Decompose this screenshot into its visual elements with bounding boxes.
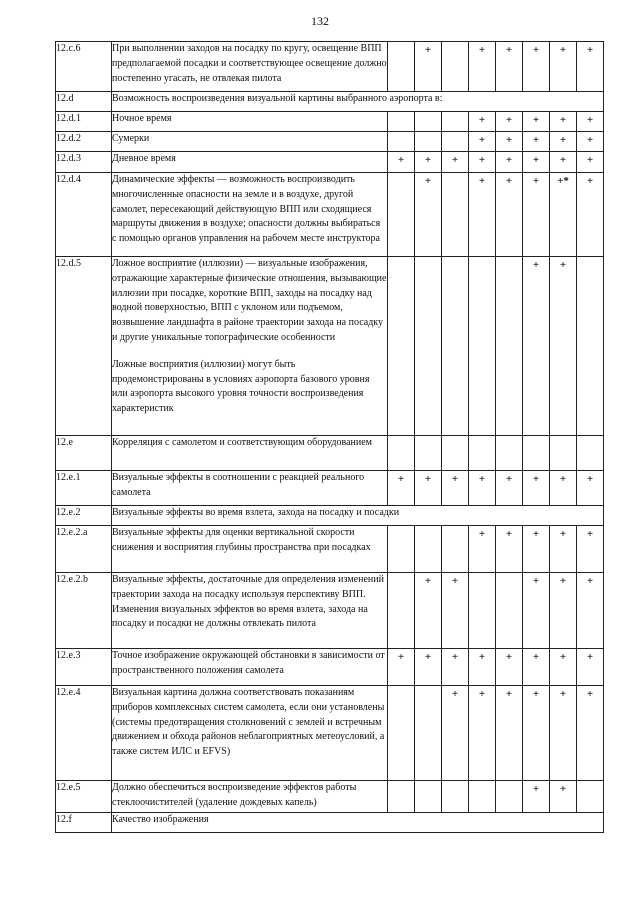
table-row	[56, 686, 604, 781]
mark-cell: +	[415, 42, 442, 92]
table-row	[56, 92, 604, 112]
mark-cell: +	[550, 112, 577, 132]
row-code: 12.d	[56, 92, 112, 112]
mark-cell	[388, 526, 415, 573]
description-text: Дневное время	[112, 153, 176, 164]
mark-cell	[388, 573, 415, 649]
mark-cell	[415, 526, 442, 573]
mark-cell: +	[550, 132, 577, 152]
mark-cell: +	[415, 173, 442, 257]
description-text: При выполнении заходов на посадку по кругу, освещение ВПП предполагаемой посадки и соответствующее освещение должно постепенно угасать, не отвлекая пилота	[112, 43, 387, 84]
row-description	[112, 686, 388, 781]
row-code: 12.e.1	[56, 471, 112, 506]
mark-cell: +	[550, 471, 577, 506]
table-row	[56, 436, 604, 471]
row-description	[112, 92, 604, 112]
description-text: Визуальная картина должна соответствовать показаниям приборов комплексных систем самолета, если они установлены (системы предотвращения столкновений с землей и встречным движением и обхода районов неблагоприятных метеоусловий, а также систем ИЛС и EFVS)	[112, 687, 385, 758]
mark-cell	[442, 173, 469, 257]
row-description	[112, 526, 388, 573]
mark-cell: +	[496, 112, 523, 132]
mark-cell: +	[523, 781, 550, 813]
mark-cell: +	[442, 686, 469, 781]
mark-cell: +	[550, 649, 577, 686]
description-text: Сумерки	[112, 133, 150, 144]
mark-cell	[415, 112, 442, 132]
row-description	[112, 573, 388, 649]
row-description	[112, 813, 604, 833]
mark-cell	[415, 132, 442, 152]
mark-cell: +	[442, 471, 469, 506]
table-row	[56, 813, 604, 833]
mark-cell: +	[577, 686, 604, 781]
mark-cell	[577, 781, 604, 813]
row-description	[112, 112, 388, 132]
mark-cell: +*	[550, 173, 577, 257]
mark-cell	[388, 173, 415, 257]
description-text: Динамические эффекты — возможность воспроизводить многочисленные опасности на земле и в воздухе, другой самолет, пересекающий действующую ВПП или сходящиеся маршруты движения в воздухе; опасности должны выбираться с помощью органов управления на рабочем месте инструктора	[112, 174, 381, 245]
description-text: Точное изображение окружающей обстановки в зависимости от пространственного положения самолета	[112, 650, 385, 676]
row-code: 12.d.5	[56, 257, 112, 436]
mark-cell: +	[550, 781, 577, 813]
description-note: Ложные восприятия (иллюзии) могут быть продемонстрированы в условиях аэропорта базового уровня или аэропорта высокого уровня точности воспроизведения характеристик	[112, 358, 370, 415]
mark-cell: +	[550, 573, 577, 649]
mark-cell: +	[469, 526, 496, 573]
description-text: Ночное время	[112, 113, 172, 124]
description-text: Качество изображения	[112, 814, 209, 825]
mark-cell: +	[496, 132, 523, 152]
mark-cell	[496, 257, 523, 436]
mark-cell: +	[577, 471, 604, 506]
row-code: 12.d.2	[56, 132, 112, 152]
mark-cell	[577, 436, 604, 471]
mark-cell: +	[577, 152, 604, 173]
mark-cell: +	[550, 686, 577, 781]
row-code: 12.e.3	[56, 649, 112, 686]
mark-cell: +	[415, 649, 442, 686]
mark-cell	[469, 573, 496, 649]
mark-cell: +	[523, 173, 550, 257]
mark-cell: +	[523, 152, 550, 173]
requirements-table	[55, 41, 604, 833]
mark-cell: +	[496, 649, 523, 686]
description-text: Корреляция с самолетом и соответствующим оборудованием	[112, 437, 373, 448]
mark-cell	[442, 132, 469, 152]
row-code: 12.f	[56, 813, 112, 833]
row-description	[112, 152, 388, 173]
mark-cell: +	[469, 152, 496, 173]
mark-cell	[388, 257, 415, 436]
table-row	[56, 257, 604, 436]
row-description	[112, 132, 388, 152]
mark-cell: +	[469, 686, 496, 781]
mark-cell: +	[523, 526, 550, 573]
mark-cell	[388, 781, 415, 813]
table-row	[56, 42, 604, 92]
mark-cell: +	[496, 686, 523, 781]
mark-cell: +	[496, 471, 523, 506]
table-row	[56, 471, 604, 506]
mark-cell: +	[388, 471, 415, 506]
mark-cell: +	[442, 573, 469, 649]
mark-cell	[442, 436, 469, 471]
mark-cell: +	[496, 152, 523, 173]
mark-cell: +	[523, 132, 550, 152]
mark-cell: +	[577, 173, 604, 257]
mark-cell: +	[469, 112, 496, 132]
page-number: 132	[311, 14, 329, 28]
mark-cell: +	[577, 112, 604, 132]
mark-cell	[523, 436, 550, 471]
mark-cell: +	[415, 573, 442, 649]
row-description	[112, 649, 388, 686]
mark-cell	[388, 436, 415, 471]
mark-cell: +	[442, 152, 469, 173]
mark-cell	[388, 112, 415, 132]
table-row	[56, 649, 604, 686]
mark-cell: +	[469, 649, 496, 686]
description-text: Визуальные эффекты в соотношении с реакцией реального самолета	[112, 472, 365, 498]
mark-cell: +	[577, 42, 604, 92]
mark-cell	[442, 112, 469, 132]
mark-cell: +	[469, 42, 496, 92]
table-row	[56, 112, 604, 132]
mark-cell: +	[523, 471, 550, 506]
row-description	[112, 42, 388, 92]
mark-cell: +	[469, 132, 496, 152]
row-code: 12.d.1	[56, 112, 112, 132]
row-code: 12.e.2	[56, 506, 112, 526]
row-code: 12.d.3	[56, 152, 112, 173]
mark-cell	[388, 132, 415, 152]
mark-cell	[577, 257, 604, 436]
mark-cell: +	[523, 573, 550, 649]
mark-cell: +	[469, 471, 496, 506]
table-row	[56, 132, 604, 152]
mark-cell: +	[550, 152, 577, 173]
table-row	[56, 573, 604, 649]
mark-cell: +	[469, 173, 496, 257]
mark-cell: +	[496, 42, 523, 92]
row-code: 12.e.2.b	[56, 573, 112, 649]
mark-cell: +	[523, 257, 550, 436]
mark-cell: +	[550, 257, 577, 436]
description-text: Визуальные эффекты во время взлета, захода на посадку и посадки	[112, 507, 400, 518]
row-description	[112, 506, 604, 526]
mark-cell: +	[415, 471, 442, 506]
mark-cell	[469, 781, 496, 813]
row-code: 12.d.4	[56, 173, 112, 257]
mark-cell	[469, 436, 496, 471]
mark-cell	[442, 257, 469, 436]
mark-cell	[388, 686, 415, 781]
mark-cell: +	[577, 649, 604, 686]
mark-cell: +	[415, 152, 442, 173]
row-code: 12.e.2.a	[56, 526, 112, 573]
row-code: 12.c.6	[56, 42, 112, 92]
mark-cell: +	[577, 132, 604, 152]
mark-cell	[496, 573, 523, 649]
mark-cell: +	[523, 112, 550, 132]
description-text: Визуальные эффекты для оценки вертикальной скорости снижения и восприятия глубины пространства при посадках	[112, 527, 371, 553]
mark-cell: +	[550, 42, 577, 92]
mark-cell	[415, 257, 442, 436]
mark-cell	[415, 436, 442, 471]
mark-cell: +	[442, 649, 469, 686]
table-row	[56, 526, 604, 573]
description-text: Визуальные эффекты, достаточные для определения изменений траектории захода на посадку используя перспективу ВПП. Изменения визуальных эффектов во время взлета, захода на посадку и посадки не должны отвлекать пилота	[112, 574, 384, 630]
row-description	[112, 173, 388, 257]
mark-cell	[550, 436, 577, 471]
description-text: Ложное восприятие (иллюзии) — визуальные изображения, отражающие характерные физические отношения, вызывающие иллюзии при посадке, короткие ВПП, заходы на посадку над водной поверхностью, ВПП с уклоном или подъемом, возвышение ландшафта в районе траектории захода на посадку и другие уникальные топографические особенности	[112, 258, 387, 343]
mark-cell: +	[496, 526, 523, 573]
row-description	[112, 471, 388, 506]
row-code: 12.e.5	[56, 781, 112, 813]
row-code: 12.e	[56, 436, 112, 471]
mark-cell	[442, 526, 469, 573]
mark-cell: +	[523, 686, 550, 781]
table-row	[56, 506, 604, 526]
mark-cell	[415, 686, 442, 781]
row-description	[112, 257, 388, 436]
table-row	[56, 173, 604, 257]
row-code: 12.e.4	[56, 686, 112, 781]
table-body	[56, 42, 604, 833]
mark-cell	[469, 257, 496, 436]
row-description	[112, 436, 388, 471]
mark-cell	[415, 781, 442, 813]
mark-cell: +	[388, 649, 415, 686]
row-description	[112, 781, 388, 813]
mark-cell	[442, 781, 469, 813]
description-text: Должно обеспечиться воспроизведение эффектов работы стеклоочистителей (удаление дождевых капель)	[112, 782, 357, 808]
mark-cell: +	[523, 649, 550, 686]
mark-cell: +	[550, 526, 577, 573]
table-row	[56, 152, 604, 173]
description-text: Возможность воспроизведения визуальной картины выбранного аэропорта в:	[112, 93, 443, 104]
mark-cell: +	[577, 573, 604, 649]
mark-cell	[496, 436, 523, 471]
mark-cell: +	[577, 526, 604, 573]
mark-cell	[496, 781, 523, 813]
table-row	[56, 781, 604, 813]
mark-cell: +	[496, 173, 523, 257]
mark-cell: +	[523, 42, 550, 92]
mark-cell	[442, 42, 469, 92]
mark-cell	[388, 42, 415, 92]
mark-cell: +	[388, 152, 415, 173]
